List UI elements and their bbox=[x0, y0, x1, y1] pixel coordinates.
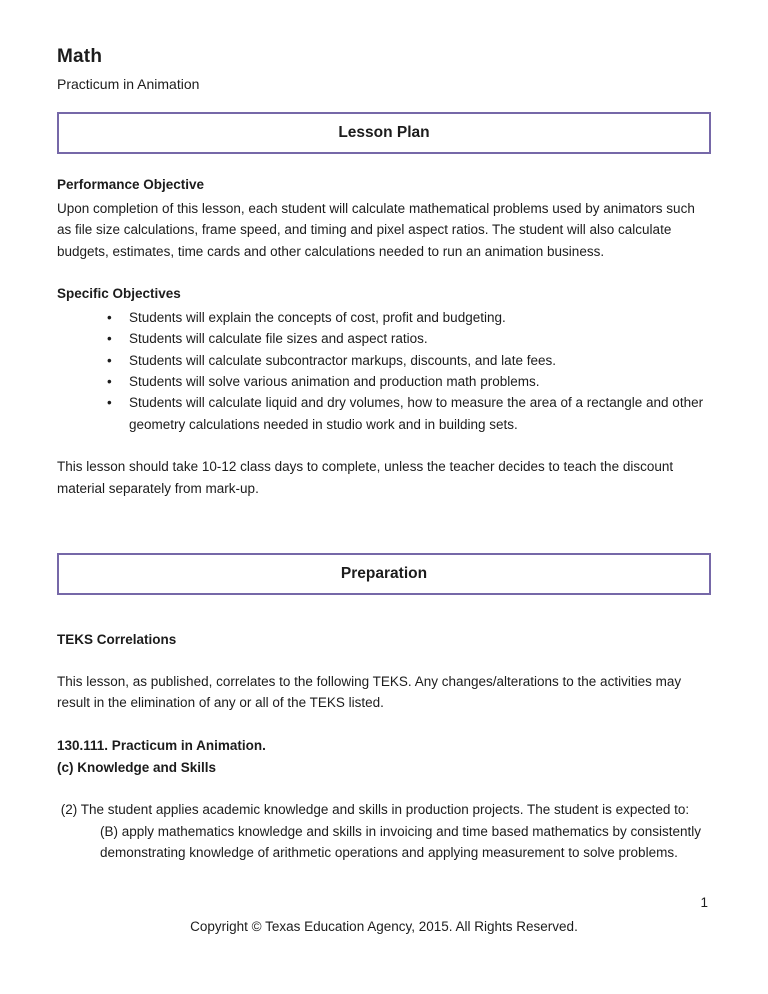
knowledge-skills-heading: (c) Knowledge and Skills bbox=[57, 759, 217, 775]
objective-item: • Students will calculate file sizes and aspect ratios. bbox=[101, 328, 711, 349]
page-subtitle: Practicum in Animation bbox=[57, 76, 200, 92]
objective-item: • Students will solve various animation and production math problems. bbox=[101, 371, 711, 392]
footer-copyright: Copyright © Texas Education Agency, 2015. All Rights Reserved. bbox=[190, 919, 578, 934]
teks-correlations-text: This lesson, as published, correlates to the following TEKS. Any changes/alterations to the activities may result in the elimination of any or all of the TEKS listed. bbox=[57, 673, 682, 711]
objective-item: • Students will explain the concepts of cost, profit and budgeting. bbox=[101, 307, 711, 328]
specific-objectives-list bbox=[57, 307, 711, 435]
page-number: 1 bbox=[700, 895, 708, 910]
student-expectation-2: (2) The student applies academic knowledge and skills in production projects. The student is expected to: bbox=[57, 802, 690, 818]
objective-item: • Students will calculate subcontractor markups, discounts, and late fees. bbox=[101, 350, 711, 371]
teks-correlations-heading: TEKS Correlations bbox=[57, 632, 177, 648]
preparation-banner: Preparation bbox=[57, 553, 711, 595]
statute-heading: 130.111. Practicum in Animation. bbox=[57, 737, 266, 753]
performance-objective-text: Upon completion of this lesson, each student will calculate mathematical problems used by animators such as file size calculations, frame speed, and timing and pixel aspect ratios. The student will also calculate budgets, estimates, time cards and other calculations needed to run an animation business. bbox=[57, 200, 695, 259]
page-title: Math bbox=[57, 46, 103, 67]
duration-note: This lesson should take 10-12 class days to complete, unless the teacher decides to teach the discount material separately from mark-up. bbox=[57, 458, 674, 496]
performance-objective-heading: Performance Objective bbox=[57, 177, 205, 192]
lesson-plan-banner: Lesson Plan bbox=[57, 112, 711, 154]
specific-objectives-heading: Specific Objectives bbox=[57, 286, 181, 302]
objective-item: • Students will calculate liquid and dry volumes, how to measure the area of a rectangle and other geometry calculations needed in studio work and in building sets. bbox=[101, 392, 711, 435]
student-expectation-2b: (B) apply mathematics knowledge and skills in invoicing and time based mathematics by consistently demonstrating knowledge of arithmetic operations and applying measurement to solve problems. bbox=[100, 823, 702, 861]
statute-block bbox=[57, 735, 711, 778]
